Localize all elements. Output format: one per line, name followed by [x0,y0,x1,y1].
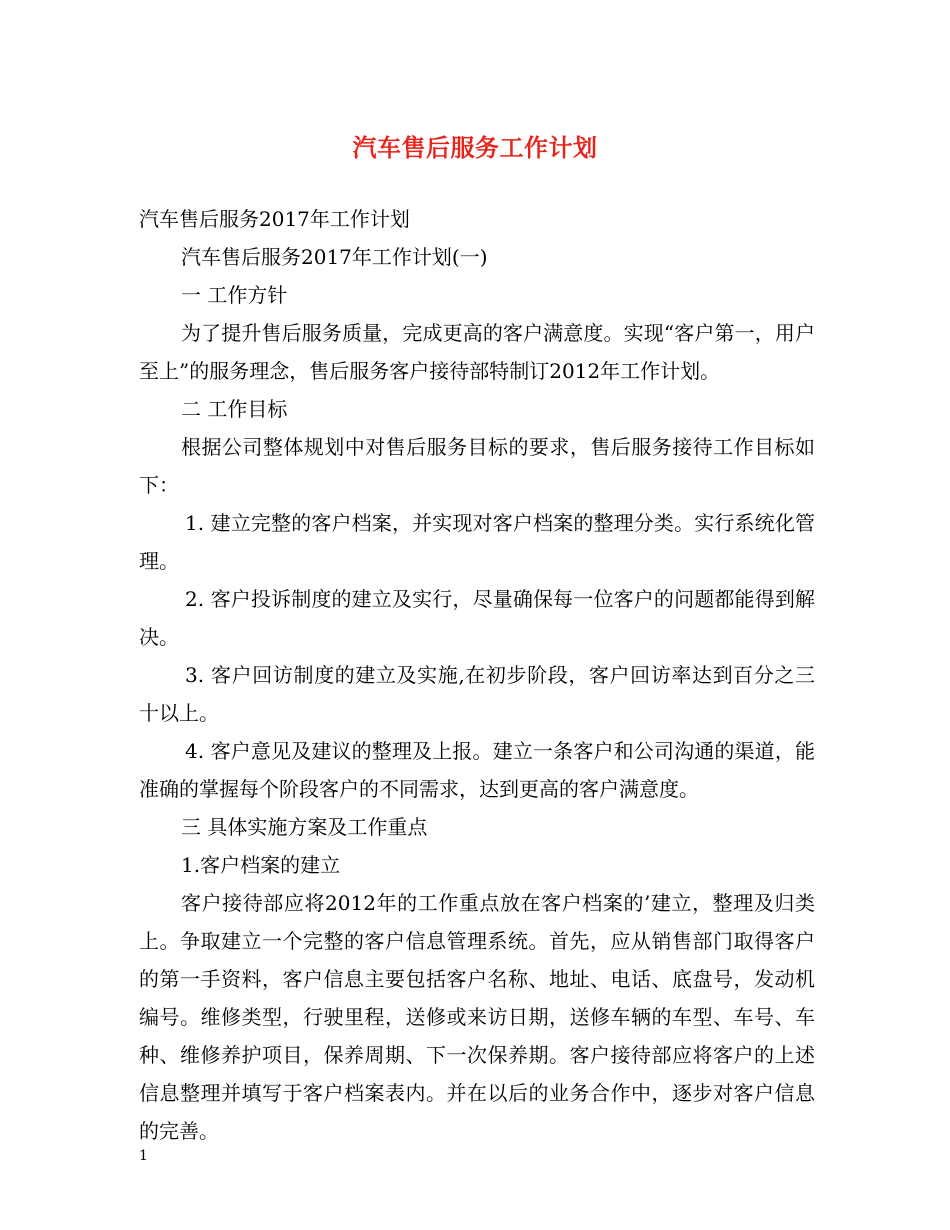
goal-item: 3. 客户回访制度的建立及实施,在初步阶段，客户回访率达到百分之三十以上。 [139,663,815,725]
section-heading-goals: 二 工作目标 [181,397,288,421]
document-body [139,200,815,1150]
goal-item: 2. 客户投诉制度的建立及实行，尽量确保每一位客户的问题都能得到解决。 [139,587,815,649]
section-heading-policy: 一 工作方针 [181,283,288,307]
archive-paragraph: 客户接待部应将2012年的工作重点放在客户档案的’建立，整理及归类上。争取建立一个完整的客户信息管理系统。首先，应从销售部门取得客户的第一手资料，客户信息主要包括客户名称、地址、电话、底盘号，发动机编号。维修类型，行驶里程，送修或来访日期，送修车辆的车型、车号、车种、维修养护项目，保养周期、下一次保养期。客户接待部应将客户的上述信息整理并填写于客户档案表内。并在以后的业务合作中，逐步对客户信息的完善。 [139,891,815,1143]
policy-paragraph: 为了提升售后服务质量，完成更高的客户满意度。实现“客户第一，用户至上”的服务理念，售后服务客户接待部特制订2012年工作计划。 [139,321,815,383]
subsection-heading-archive: 1.客户档案的建立 [181,853,341,877]
document-subtitle: 汽车售后服务2017年工作计划 [139,207,410,231]
plan-heading: 汽车售后服务2017年工作计划(一) [181,245,488,269]
page-number: 1 [139,1148,148,1164]
section-heading-plan: 三 具体实施方案及工作重点 [181,815,428,839]
goals-intro-paragraph: 根据公司整体规划中对售后服务目标的要求，售后服务接待工作目标如下： [139,435,815,497]
goal-item: 1. 建立完整的客户档案，并实现对客户档案的整理分类。实行系统化管理。 [139,511,815,573]
document-title: 汽车售后服务工作计划 [352,133,598,162]
goal-item: 4. 客户意见及建议的整理及上报。建立一条客户和公司沟通的渠道，能准确的掌握每个阶段客户的不同需求，达到更高的客户满意度。 [139,739,815,801]
